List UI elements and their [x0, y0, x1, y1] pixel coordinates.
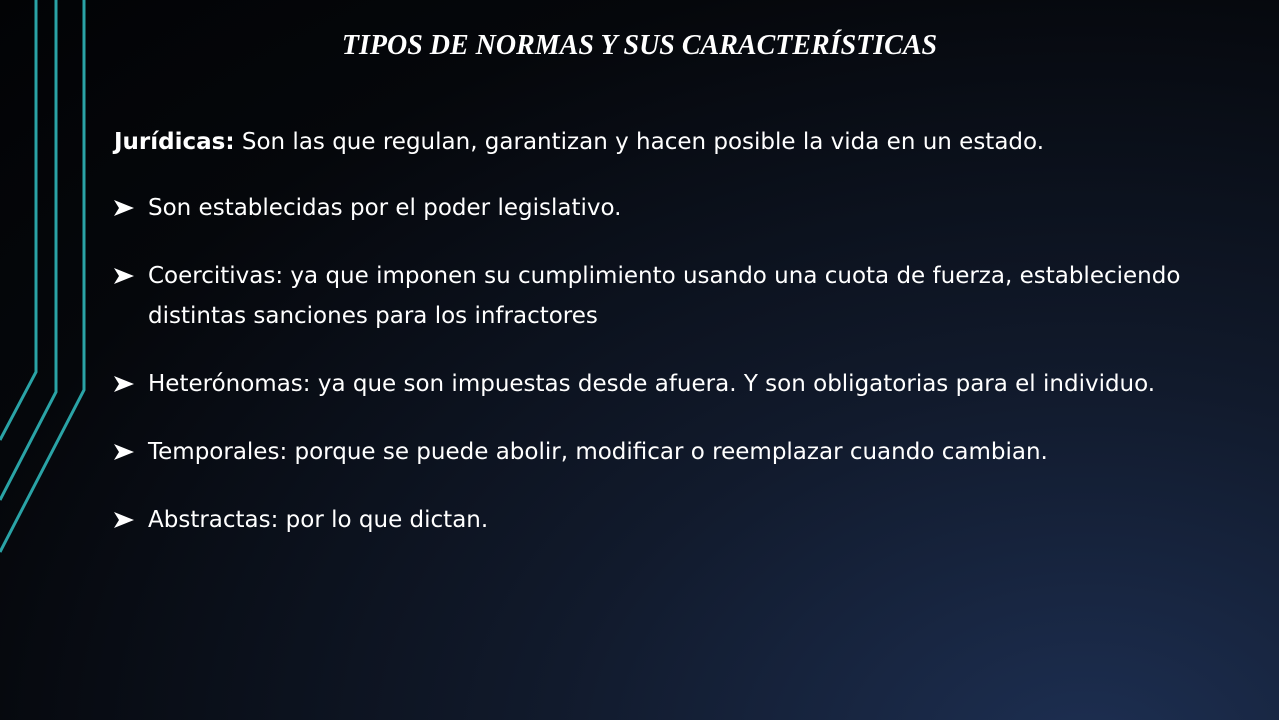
intro-term: Jurídicas: [114, 129, 235, 155]
bullet-text: Abstractas: por lo que dictan. [148, 507, 489, 533]
arrowhead-bullet-icon [114, 376, 134, 392]
intro-text: Son las que regulan, garantizan y hacen posible la vida en un estado. [234, 129, 1044, 155]
arrowhead-bullet-icon [114, 512, 134, 528]
arrowhead-bullet-icon [114, 200, 134, 216]
bullet-item [114, 432, 1244, 472]
bullet-text: Temporales: porque se puede abolir, modificar o reemplazar cuando cambian. [148, 439, 1048, 465]
accent-line-1 [0, 0, 36, 440]
bullet-item [114, 500, 1244, 540]
arrowhead-bullet-icon [114, 444, 134, 460]
bullet-item [114, 188, 1244, 228]
slide-title: TIPOS DE NORMAS Y SUS CARACTERÍSTICAS [341, 30, 938, 61]
bullet-text: Coercitivas: ya que imponen su cumplimiento usando una cuota de fuerza, estableciendo distintas sanciones para los infractores [148, 263, 1181, 329]
bullet-item [114, 364, 1244, 404]
slide-body [114, 124, 1244, 568]
intro-paragraph [114, 124, 1244, 160]
bullet-text: Heterónomas: ya que son impuestas desde afuera. Y son obligatorias para el individuo. [148, 371, 1156, 397]
accent-line-3 [0, 0, 84, 552]
arrowhead-bullet-icon [114, 268, 134, 284]
bullet-item [114, 256, 1244, 336]
bullet-text: Son establecidas por el poder legislativo. [148, 195, 622, 221]
